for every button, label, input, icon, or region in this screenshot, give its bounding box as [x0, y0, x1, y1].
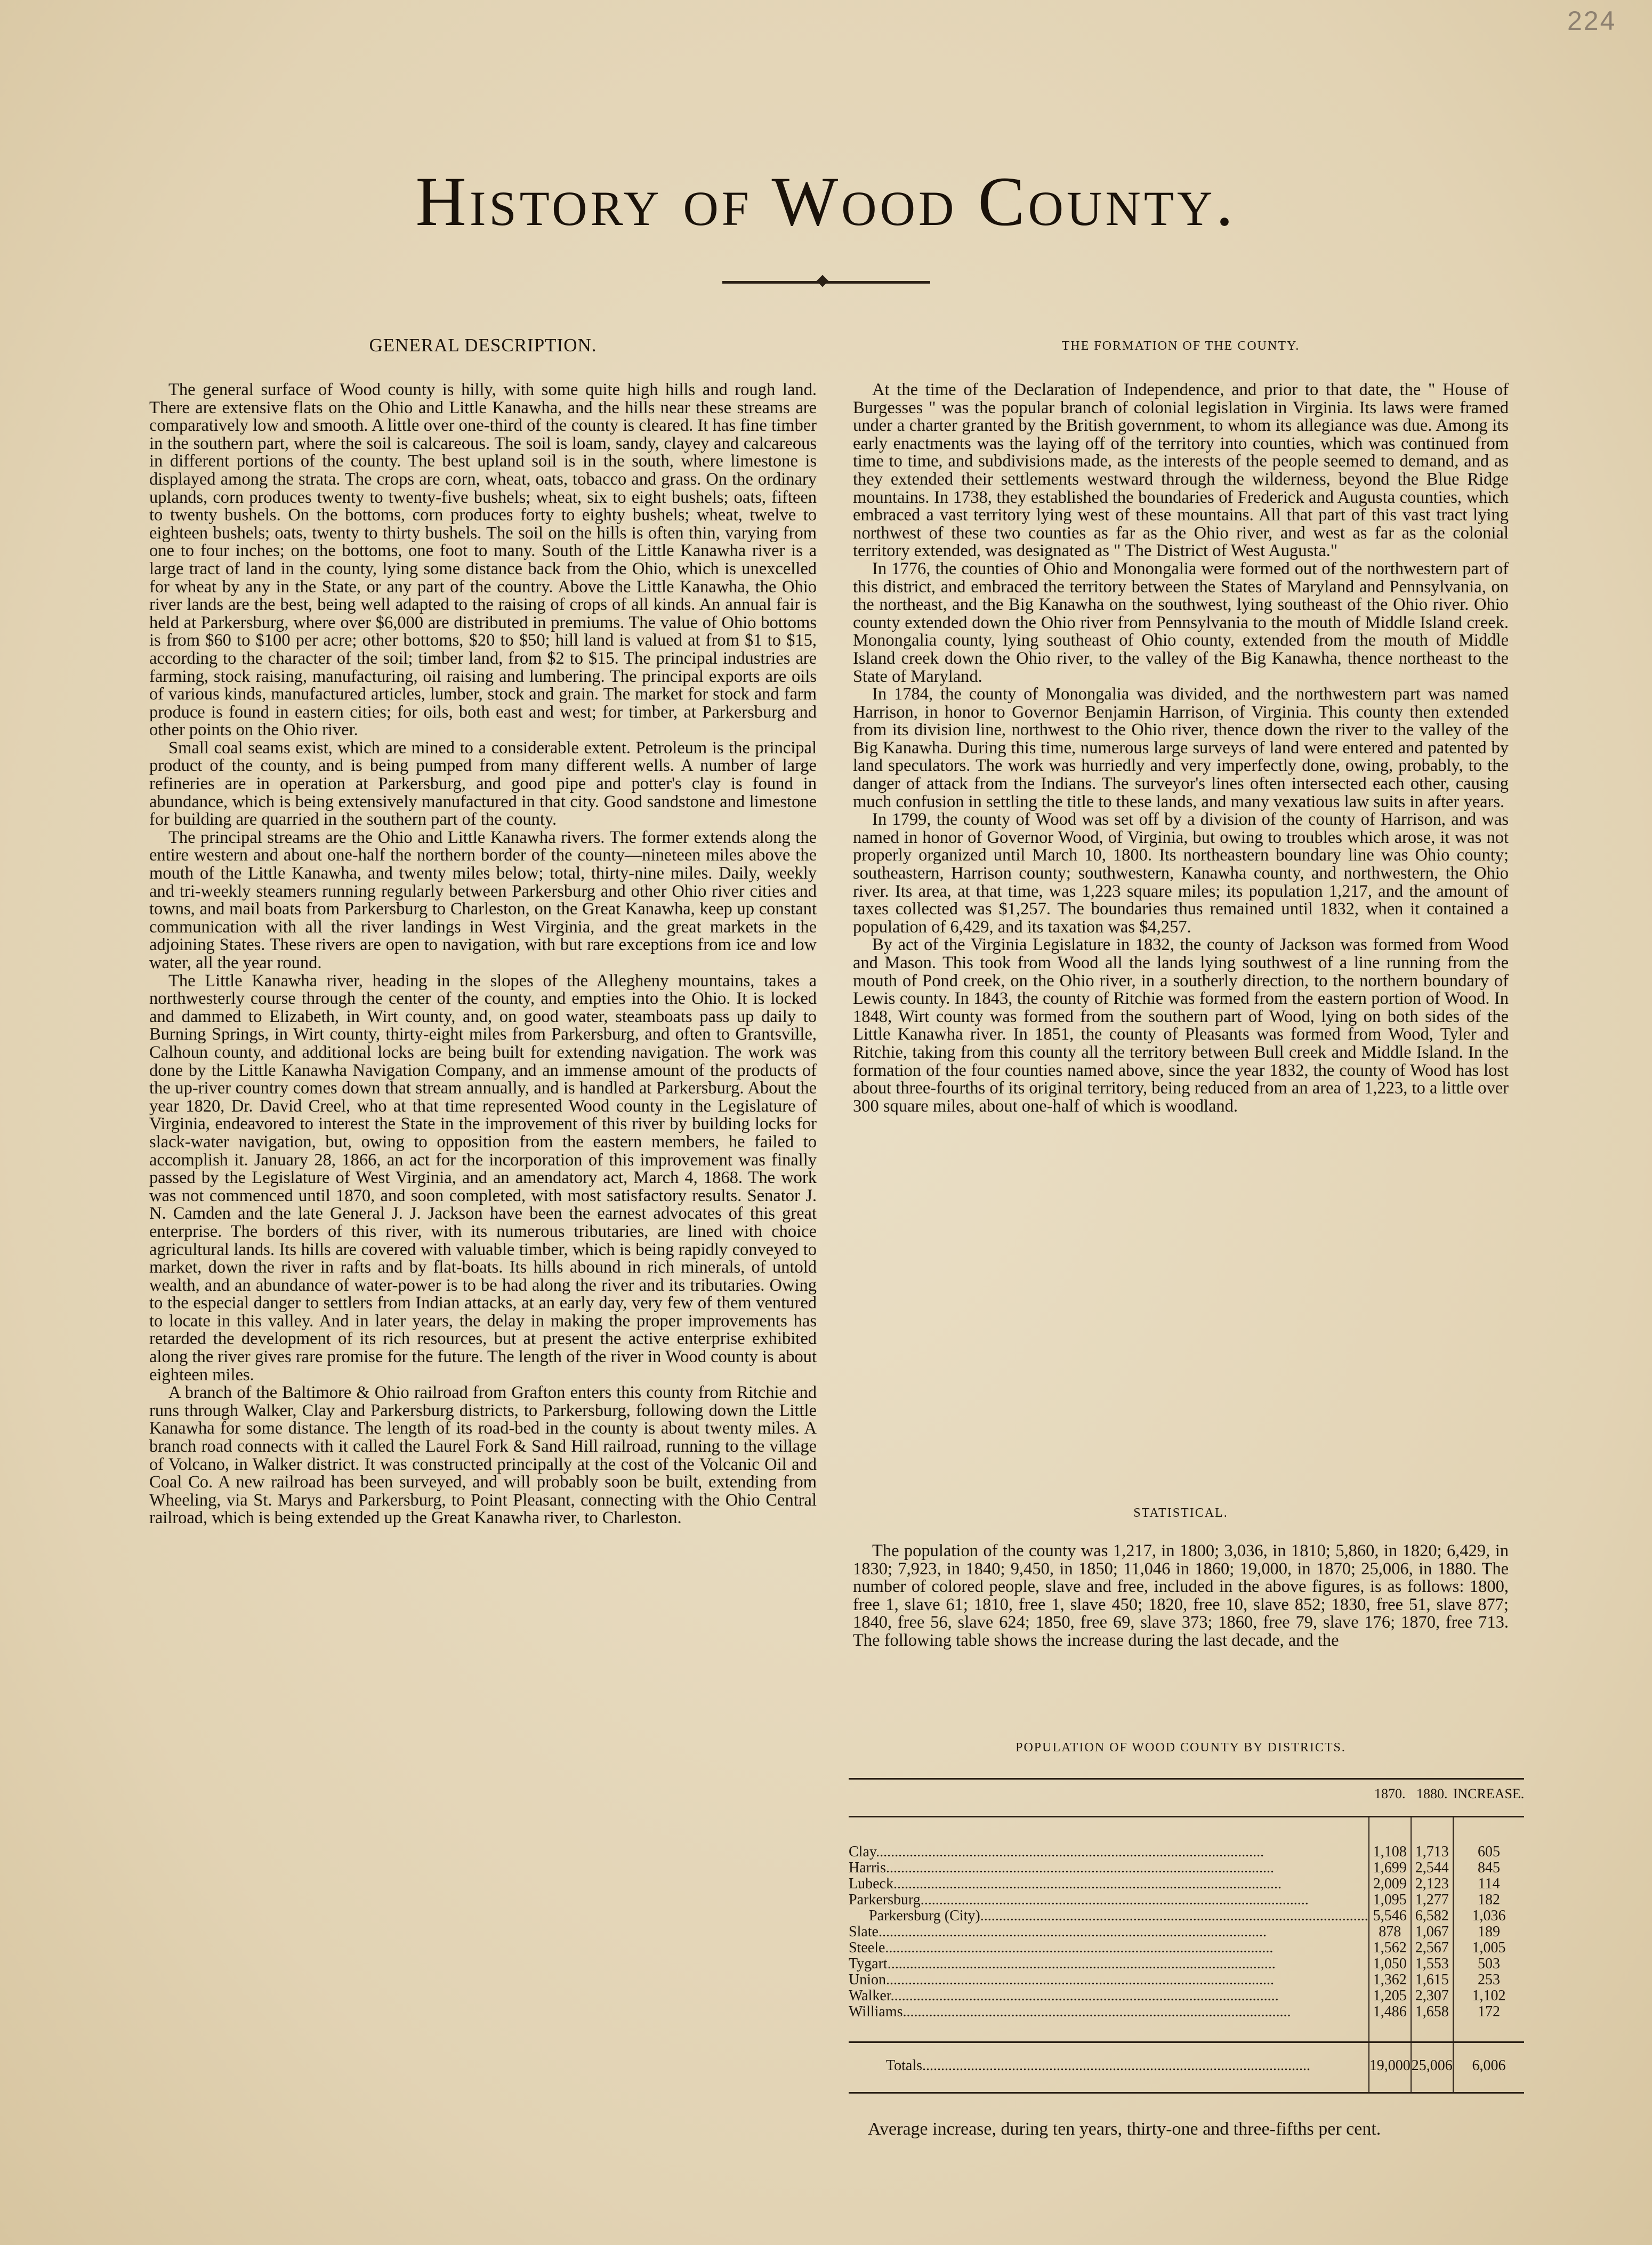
- page-number: 224: [1567, 6, 1617, 36]
- value-1870: 5,546: [1369, 1908, 1411, 1924]
- dot-leader: [879, 1924, 1267, 1940]
- table-header-district: [849, 1779, 1369, 1817]
- table-caption: POPULATION OF WOOD COUNTY BY DISTRICTS.: [1016, 1741, 1346, 1755]
- dot-leader: [980, 1908, 1368, 1924]
- value-1880: 1,553: [1411, 1956, 1453, 1972]
- district-name: Williams: [849, 2004, 903, 2020]
- table-totals-row: [849, 2042, 1524, 2093]
- table-row: [849, 1924, 1524, 1940]
- formation-heading: THE FORMATION OF THE COUNTY.: [1061, 339, 1300, 353]
- value-increase: 253: [1453, 1972, 1525, 1988]
- paragraph: The principal streams are the Ohio and Little Kanawha rivers. The former extends along the entire western and about one-half the northern border of the county—nineteen miles above the mouth of the Little Kanawha, and twenty miles below; total, thirty-nine miles. Daily, weekly and tri-weekly steamers running regularly between Parkersburg and other Ohio river cities and towns, and mail boats from Parkersburg to Charleston, on the Great Kanawha, keep up constant communication with all the river landings in West Virginia, and the great markets in the adjoining States. These rivers are open to navigation, with but rare exceptions from ice and low water, all the year round.: [149, 827, 817, 972]
- district-name: Parkersburg: [849, 1892, 921, 1908]
- table-row: [849, 1908, 1524, 1924]
- dot-leader: [891, 1988, 1279, 2004]
- value-1870: 1,205: [1369, 1988, 1411, 2004]
- table-row: [849, 1817, 1524, 1861]
- table-header-row: [849, 1779, 1524, 1817]
- district-name: Tygart: [849, 1956, 888, 1972]
- statistical-heading: STATISTICAL.: [1133, 1506, 1228, 1520]
- totals-label: Totals: [886, 2057, 923, 2074]
- paragraph: The general surface of Wood county is hilly, with some quite high hills and rough land. There are extensive flats on the Ohio and Little Kanawha, and the hills near these streams are comparatively low and smooth. A little over one-third of the county is cleared. It has fine timber in the southern part, where the soil is calcareous. The soil is loam, sandy, clayey and calcareous in different portions of the county. The best upland soil is in the south, where limestone is displayed among the strata. The crops are corn, wheat, oats, tobacco and grass. On the ordinary uplands, corn produces twenty to twenty-five bushels; wheat, six to eight bushels; oats, fifteen to twenty bushels. On the bottoms, corn produces forty to eighty bushels; wheat, twelve to eighteen bushels; oats, twenty to thirty bushels. The soil on the hills is often thin, varying from one to four inches; on the bottoms, one foot to many. South of the Little Kanawha river is a large tract of land in the county, lying some distance back from the Ohio, which is unexcelled for wheat by any in the State, or any part of the country. Above the Little Kanawha, the Ohio river lands are the best, being well adapted to the raising of crops of all kinds. An annual fair is held at Parkersburg, where over $6,000 are distributed in premiums. The value of Ohio bottoms is from $60 to $100 per acre; other bottoms, $20 to $50; hill land is valued at from $1 to $15, according to the character of the soil; timber land, from $2 to $15. The principal industries are farming, stock raising, manufacturing, oil raising and lumbering. The principal exports are oils of various kinds, manufactured articles, lumber, stock and grain. The market for stock and farm produce is found in eastern cities; for oils, both east and west; for timber, at Parkersburg and other points on the Ohio river.: [149, 380, 817, 740]
- paragraph: In 1784, the county of Monongalia was divided, and the northwestern part was named Harrison, in honor to Governor Benjamin Harrison, of Virginia. This county then extended from its division line, northwest to the Ohio river, thence down the river to the valley of the Big Kanawha. During this time, numerous large surveys of land were entered and patented by land speculators. The work was hurriedly and very imperfectly done, owing, probably, to the danger of attack from the Indians. The surveyor's lines often intersected each other, causing much confusion in settling the title to these lands, and many vexatious law suits in after years.: [853, 685, 1509, 811]
- value-increase: 172: [1453, 2004, 1525, 2042]
- dot-leader: [886, 1860, 1274, 1876]
- value-1880: 2,307: [1411, 1988, 1453, 2004]
- dot-leader: [893, 1876, 1282, 1892]
- paragraph: By act of the Virginia Legislature in 1832, the county of Jackson was formed from Wood and Mason. This took from Wood all the lands lying southwest of a line running from the mouth of Pond creek, on the Ohio river, in a southerly direction, to the northern boundary of Lewis county. In 1843, the county of Ritchie was formed from the eastern portion of Wood. In 1848, Wirt county was formed from the southern part of Wood, lying on both sides of the Little Kanawha river. In 1851, the county of Pleasants was formed from Wood, Tyler and Ritchie, taking from this county all the territory between Bull creek and Middle Island. In the formation of the four counties named above, since the year 1832, the county of Wood has lost about three-fourths of its original territory, being reduced from an area of 1,223, to a little over 300 square miles, about one-half of which is woodland.: [853, 935, 1509, 1116]
- table-row: [849, 1956, 1524, 1972]
- value-1880: 1,067: [1411, 1924, 1453, 1940]
- table-header-1880: 1880.: [1411, 1779, 1453, 1817]
- page-title: History of Wood County.: [415, 162, 1237, 240]
- district-name: Union: [849, 1972, 886, 1988]
- value-1880: 1,713: [1411, 1817, 1453, 1861]
- value-1870: 1,362: [1369, 1972, 1411, 1988]
- value-1880: 2,123: [1411, 1876, 1453, 1892]
- district-name: Walker: [849, 1988, 891, 2004]
- value-1880: 1,277: [1411, 1892, 1453, 1908]
- table-row: [849, 1892, 1524, 1908]
- dot-leader: [876, 1844, 1264, 1860]
- paragraph: At the time of the Declaration of Independence, and prior to that date, the " House of Burgesses " was the popular branch of colonial legislation in Virginia. Its laws were framed under a charter granted by the British government, to whom its allegiance was due. Among its early enactments was the laying off of the territory into counties, which was continued from time to time, and subdivisions made, as the interests of the people seemed to demand, and as they extended their settlements westward through the wilderness, beyond the Blue Ridge mountains. In 1738, they established the boundaries of Frederick and Augusta counties, which embraced a vast territory lying west of these mountains. All that part of this vast tract lying northwest of these two counties as far as the Ohio river, and west as far as the colonial territory extended, was designated as " The District of West Augusta.": [853, 380, 1509, 561]
- district-name: Slate: [849, 1924, 879, 1940]
- average-increase-note: Average increase, during ten years, thirty-one and three-fifths per cent.: [868, 2119, 1381, 2139]
- table-row: [849, 1972, 1524, 1988]
- dot-leader: [888, 1956, 1276, 1972]
- general-description-heading: GENERAL DESCRIPTION.: [369, 335, 597, 356]
- value-1880: 2,544: [1411, 1860, 1453, 1876]
- paragraph: Small coal seams exist, which are mined to a considerable extent. Petroleum is the principal product of the county, and is being pumped from many different wells. A number of large refineries are in operation at Parkersburg, and good pipe and potter's clay is found in abundance, which is being extensively manufactured in that city. Good sandstone and limestone for building are quarried in the southern part of the county.: [149, 738, 817, 830]
- district-name: Clay: [849, 1844, 876, 1860]
- paragraph: In 1776, the counties of Ohio and Monongalia were formed out of the northwestern part of this district, and embraced the territory between the States of Maryland and Pennsylvania, on the northeast, and the Big Kanawha on the southwest, lying southeast of the Ohio river. Ohio county extended down the Ohio river from Pennsylvania to the mouth of Middle Island creek. Monongalia county, lying southeast of Ohio county, extended from the mouth of Middle Island creek down the Ohio river, to the valley of the Big Kanawha, thence northeast to the State of Maryland.: [853, 559, 1509, 686]
- value-1880: 2,567: [1411, 1940, 1453, 1956]
- total-increase: 6,006: [1453, 2042, 1525, 2093]
- dot-leader: [903, 2004, 1291, 2020]
- value-increase: 1,005: [1453, 1940, 1525, 1956]
- table-header-increase: INCREASE.: [1453, 1779, 1525, 1817]
- table-row: [849, 1860, 1524, 1876]
- value-increase: 1,036: [1453, 1908, 1525, 1924]
- value-increase: 503: [1453, 1956, 1525, 1972]
- value-increase: 182: [1453, 1892, 1525, 1908]
- value-1870: 1,486: [1369, 2004, 1411, 2042]
- table-row: [849, 1988, 1524, 2004]
- dot-leader: [886, 1972, 1274, 1988]
- value-increase: 114: [1453, 1876, 1525, 1892]
- dot-leader: [885, 1940, 1273, 1956]
- paragraph: In 1799, the county of Wood was set off by a division of the county of Harrison, and was named in honor of Governor Wood, of Virginia, but owing to troubles which arose, it was not properly organized until March 10, 1800. Its northeastern boundary line was Ohio county; southeastern, Harrison county; southwestern, Kanawha county, and northwestern, the Ohio river. Its area, at that time, was 1,223 square miles; its population 1,217, and the amount of taxes collected was $1,257. The boundaries thus remained until 1832, when it contained a population of 6,429, and its taxation was $4,257.: [853, 810, 1509, 937]
- district-name: Harris: [849, 1860, 886, 1876]
- paragraph: A branch of the Baltimore & Ohio railroad from Grafton enters this county from Ritchie and runs through Walker, Clay and Parkersburg districts, to Parkersburg, following down the Little Kanawha for some distance. The length of its road-bed in the county is about twenty miles. A branch road connects with it called the Laurel Fork & Sand Hill railroad, running to the village of Volcano, in Walker district. It was constructed principally at the cost of the Volcanic Oil and Coal Co. A new railroad has been surveyed, and will probably soon be built, extending from Wheeling, via St. Marys and Parkersburg, to Point Pleasant, connecting with the Ohio Central railroad, which is being extended up the Great Kanawha river, to Charleston.: [149, 1383, 817, 1528]
- table-header-1870: 1870.: [1369, 1779, 1411, 1817]
- paragraph: The Little Kanawha river, heading in the slopes of the Allegheny mountains, takes a northwesterly course through the center of the county, and empties into the Ohio. It is locked and dammed to Elizabeth, in Wirt county, and, on good water, steamboats pass up daily to Burning Springs, in Wirt county, thirty-eight miles from Parkersburg, and often to Grantsville, Calhoun county, and additional locks are being built for extending navigation. The work was done by the Little Kanawha Navigation Company, and an immense amount of the products of the up-river country comes down that stream annually, and is handled at Parkersburg. About the year 1820, Dr. David Creel, who at that time represented Wood county in the Legislature of Virginia, endeavored to interest the State in the improvement of this river by building locks for slack-water navigation, but, owing to opposition from the eastern members, he failed to accomplish it. January 28, 1866, an act for the incorporation of this improvement was finally passed by the Legislature of West Virginia, and an amendatory act, March 4, 1868. The work was not commenced until 1870, and soon completed, with most satisfactory results. Senator J. N. Camden and the late General J. J. Jackson have been the earnest advocates of this great enterprise. The borders of this river, with its numerous tributaries, are lined with choice agricultural lands. Its hills are covered with valuable timber, which is being rapidly conveyed to market, down the river in rafts and by flat-boats. Its hills abound in rich minerals, of untold wealth, and an abundance of water-power is to be had along the river and its tributaries. Owing to the especial danger to settlers from Indian attacks, at an early day, very few of them ventured to locate in this valley. And in later years, the delay in making the proper improvements has retarded the development of its rich resources, but at present the active enterprise exhibited along the river gives rare promise for the future. The length of the river in Wood county is about eighteen miles.: [149, 971, 817, 1385]
- formation-text: [853, 381, 1509, 1115]
- population-table-wrap: [849, 1778, 1525, 2094]
- value-1870: 2,009: [1369, 1876, 1411, 1892]
- dot-leader: [922, 2057, 1310, 2074]
- statistical-text: [853, 1542, 1509, 1650]
- value-increase: 605: [1453, 1817, 1525, 1861]
- value-increase: 845: [1453, 1860, 1525, 1876]
- value-1870: 1,050: [1369, 1956, 1411, 1972]
- district-name: Parkersburg (City): [869, 1908, 980, 1924]
- general-description-text: [149, 381, 817, 1527]
- table-row: [849, 1940, 1524, 1956]
- total-1870: 19,000: [1369, 2042, 1411, 2093]
- value-1880: 6,582: [1411, 1908, 1453, 1924]
- population-table: [849, 1778, 1524, 2094]
- value-1870: 878: [1369, 1924, 1411, 1940]
- district-name: Steele: [849, 1940, 885, 1956]
- district-name: Lubeck: [849, 1876, 893, 1892]
- table-row: [849, 1876, 1524, 1892]
- dot-leader: [921, 1892, 1309, 1908]
- value-increase: 189: [1453, 1924, 1525, 1940]
- total-1880: 25,006: [1411, 2042, 1453, 2093]
- value-1870: 1,562: [1369, 1940, 1411, 1956]
- value-1870: 1,108: [1369, 1817, 1411, 1861]
- paragraph: The population of the county was 1,217, in 1800; 3,036, in 1810; 5,860, in 1820; 6,429, in 1830; 7,923, in 1840; 9,450, in 1850; 11,046 in 1860; 19,000, in 1870; 25,006, in 1880. The number of colored people, slave and free, included in the above figures, is as follows: 1800, free 1, slave 61; 1810, free 1, slave 450; 1820, free 10, slave 852; 1830, free 51, slave 877; 1840, free 56, slave 624; 1850, free 69, slave 373; 1860, free 79, slave 176; 1870, free 713. The following table shows the increase during the last decade, and the: [853, 1541, 1509, 1650]
- table-row: [849, 2004, 1524, 2042]
- value-1880: 1,615: [1411, 1972, 1453, 1988]
- value-increase: 1,102: [1453, 1988, 1525, 2004]
- value-1870: 1,095: [1369, 1892, 1411, 1908]
- value-1880: 1,658: [1411, 2004, 1453, 2042]
- value-1870: 1,699: [1369, 1860, 1411, 1876]
